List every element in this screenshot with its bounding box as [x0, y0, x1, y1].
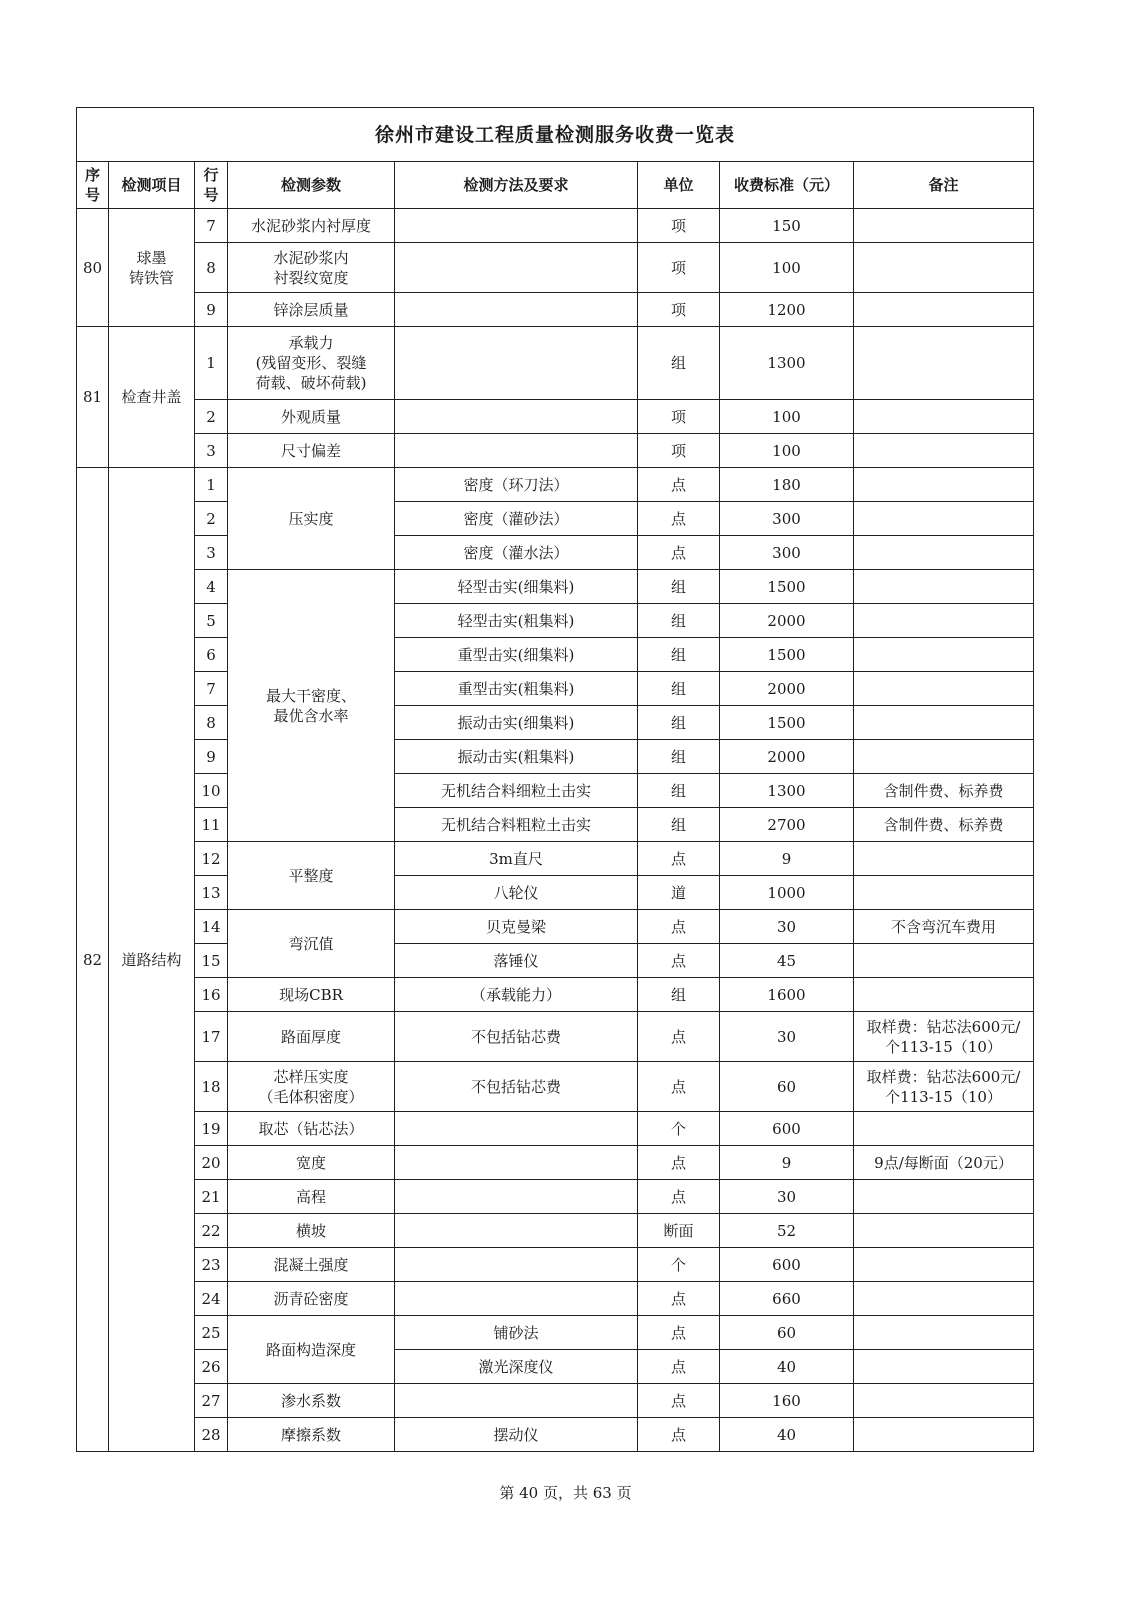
row-fee: 40: [720, 1350, 854, 1384]
row-param: 尺寸偏差: [228, 434, 395, 468]
row-param: 混凝土强度: [228, 1248, 395, 1282]
row-param: 锌涂层质量: [228, 293, 395, 327]
group-seq: 80: [77, 209, 109, 327]
row-note: [854, 706, 1034, 740]
row-fee: 30: [720, 1180, 854, 1214]
row-method: [395, 1112, 638, 1146]
row-fee: 1500: [720, 570, 854, 604]
header-seq: 序 号: [77, 162, 109, 209]
row-note: [854, 209, 1034, 243]
row-method: [395, 400, 638, 434]
table-row: [77, 536, 1034, 570]
header-item: 检测项目: [109, 162, 195, 209]
row-note: [854, 944, 1034, 978]
row-line: 21: [195, 1180, 228, 1214]
table-row: [77, 808, 1034, 842]
row-param: 承载力 (残留变形、裂缝 荷载、破坏荷载): [228, 327, 395, 400]
row-fee: 300: [720, 536, 854, 570]
table-row: [77, 400, 1034, 434]
row-line: 5: [195, 604, 228, 638]
fee-table-frame: [76, 107, 1033, 1452]
row-fee: 660: [720, 1282, 854, 1316]
row-method: [395, 209, 638, 243]
row-fee: 1300: [720, 327, 854, 400]
row-fee: 52: [720, 1214, 854, 1248]
row-unit: 项: [638, 243, 720, 293]
table-row: [77, 1282, 1034, 1316]
row-line: 2: [195, 400, 228, 434]
row-line: 28: [195, 1418, 228, 1452]
row-unit: 项: [638, 434, 720, 468]
row-method: [395, 293, 638, 327]
row-note: [854, 1316, 1034, 1350]
row-method: 贝克曼梁: [395, 910, 638, 944]
row-fee: 100: [720, 434, 854, 468]
row-param: 高程: [228, 1180, 395, 1214]
row-fee: 1300: [720, 774, 854, 808]
row-fee: 1200: [720, 293, 854, 327]
table-row: [77, 978, 1034, 1012]
row-method: 八轮仪: [395, 876, 638, 910]
group-item: 检查井盖: [109, 327, 195, 468]
row-param: 压实度: [228, 468, 395, 570]
group-seq: 82: [77, 468, 109, 1452]
row-line: 17: [195, 1012, 228, 1062]
table-row: [77, 774, 1034, 808]
row-line: 26: [195, 1350, 228, 1384]
row-unit: 点: [638, 910, 720, 944]
row-param: 水泥砂浆内衬厚度: [228, 209, 395, 243]
table-row: [77, 842, 1034, 876]
row-fee: 60: [720, 1316, 854, 1350]
row-unit: 点: [638, 1316, 720, 1350]
row-method: [395, 1282, 638, 1316]
row-note: [854, 1282, 1034, 1316]
row-unit: 组: [638, 706, 720, 740]
row-note: [854, 1214, 1034, 1248]
row-line: 1: [195, 468, 228, 502]
row-method: 不包括钻芯费: [395, 1062, 638, 1112]
row-param: 路面厚度: [228, 1012, 395, 1062]
row-unit: 点: [638, 1146, 720, 1180]
row-param: 取芯（钻芯法）: [228, 1112, 395, 1146]
row-fee: 600: [720, 1112, 854, 1146]
table-row: [77, 1248, 1034, 1282]
row-fee: 2700: [720, 808, 854, 842]
row-note: [854, 740, 1034, 774]
row-note: [854, 842, 1034, 876]
row-method: （承载能力）: [395, 978, 638, 1012]
row-fee: 2000: [720, 740, 854, 774]
row-param: 最大干密度、 最优含水率: [228, 570, 395, 842]
row-method: [395, 243, 638, 293]
row-unit: 个: [638, 1112, 720, 1146]
row-line: 22: [195, 1214, 228, 1248]
row-fee: 1000: [720, 876, 854, 910]
row-unit: 组: [638, 604, 720, 638]
row-note: [854, 243, 1034, 293]
row-fee: 2000: [720, 672, 854, 706]
row-fee: 300: [720, 502, 854, 536]
row-note: 含制件费、标养费: [854, 774, 1034, 808]
row-param: 芯样压实度 （毛体积密度）: [228, 1062, 395, 1112]
row-method: [395, 1248, 638, 1282]
row-method: 无机结合料细粒土击实: [395, 774, 638, 808]
row-line: 2: [195, 502, 228, 536]
row-unit: 组: [638, 774, 720, 808]
fee-table: [76, 107, 1034, 1452]
row-unit: 断面: [638, 1214, 720, 1248]
row-unit: 点: [638, 1012, 720, 1062]
row-method: 密度（环刀法）: [395, 468, 638, 502]
row-line: 8: [195, 243, 228, 293]
row-param: 弯沉值: [228, 910, 395, 978]
table-row: [77, 1012, 1034, 1062]
row-line: 19: [195, 1112, 228, 1146]
row-fee: 1500: [720, 706, 854, 740]
header-note: 备注: [854, 162, 1034, 209]
table-row: [77, 944, 1034, 978]
row-method: [395, 1146, 638, 1180]
row-unit: 点: [638, 1384, 720, 1418]
row-unit: 点: [638, 1282, 720, 1316]
table-row: [77, 876, 1034, 910]
row-method: 不包括钻芯费: [395, 1012, 638, 1062]
group-item: 道路结构: [109, 468, 195, 1452]
row-method: [395, 434, 638, 468]
row-method: 铺砂法: [395, 1316, 638, 1350]
row-line: 12: [195, 842, 228, 876]
row-line: 27: [195, 1384, 228, 1418]
row-note: [854, 1418, 1034, 1452]
group-seq: 81: [77, 327, 109, 468]
row-line: 13: [195, 876, 228, 910]
row-param: 沥青砼密度: [228, 1282, 395, 1316]
header-fee: 收费标准（元）: [720, 162, 854, 209]
table-row: [77, 910, 1034, 944]
row-note: [854, 327, 1034, 400]
row-fee: 1500: [720, 638, 854, 672]
row-note: [854, 468, 1034, 502]
row-note: [854, 1384, 1034, 1418]
table-row: [77, 740, 1034, 774]
row-line: 6: [195, 638, 228, 672]
table-row: [77, 243, 1034, 293]
row-method: 重型击实(粗集料): [395, 672, 638, 706]
row-note: [854, 1112, 1034, 1146]
row-unit: 组: [638, 327, 720, 400]
row-note: 9点/每断面（20元）: [854, 1146, 1034, 1180]
row-line: 9: [195, 293, 228, 327]
row-line: 3: [195, 434, 228, 468]
row-fee: 1600: [720, 978, 854, 1012]
row-fee: 60: [720, 1062, 854, 1112]
row-unit: 点: [638, 502, 720, 536]
header-method: 检测方法及要求: [395, 162, 638, 209]
table-row: [77, 293, 1034, 327]
row-fee: 9: [720, 1146, 854, 1180]
row-param: 宽度: [228, 1146, 395, 1180]
row-note: [854, 434, 1034, 468]
row-line: 14: [195, 910, 228, 944]
row-note: [854, 604, 1034, 638]
row-method: [395, 1214, 638, 1248]
table-row: [77, 1214, 1034, 1248]
row-note: [854, 1248, 1034, 1282]
table-row: [77, 638, 1034, 672]
row-method: 密度（灌水法）: [395, 536, 638, 570]
row-method: 3m直尺: [395, 842, 638, 876]
row-unit: 组: [638, 740, 720, 774]
row-param: 摩擦系数: [228, 1418, 395, 1452]
table-row: [77, 1418, 1034, 1452]
row-method: 振动击实(细集料): [395, 706, 638, 740]
table-row: [77, 604, 1034, 638]
row-unit: 组: [638, 672, 720, 706]
row-fee: 100: [720, 400, 854, 434]
table-row: [77, 434, 1034, 468]
row-line: 1: [195, 327, 228, 400]
row-param: 现场CBR: [228, 978, 395, 1012]
row-param: 路面构造深度: [228, 1316, 395, 1384]
row-method: [395, 1180, 638, 1214]
page-footer: 第 40 页，共 63 页: [499, 1484, 632, 1502]
row-fee: 600: [720, 1248, 854, 1282]
row-fee: 40: [720, 1418, 854, 1452]
row-fee: 160: [720, 1384, 854, 1418]
row-param: 渗水系数: [228, 1384, 395, 1418]
row-param: 横坡: [228, 1214, 395, 1248]
row-line: 10: [195, 774, 228, 808]
row-fee: 150: [720, 209, 854, 243]
row-line: 20: [195, 1146, 228, 1180]
table-row: [77, 706, 1034, 740]
row-method: 摆动仪: [395, 1418, 638, 1452]
row-fee: 180: [720, 468, 854, 502]
row-unit: 组: [638, 978, 720, 1012]
row-line: 18: [195, 1062, 228, 1112]
row-unit: 点: [638, 468, 720, 502]
row-unit: 点: [638, 1418, 720, 1452]
row-note: [854, 536, 1034, 570]
row-unit: 项: [638, 293, 720, 327]
table-row: [77, 502, 1034, 536]
row-fee: 2000: [720, 604, 854, 638]
row-line: 24: [195, 1282, 228, 1316]
row-unit: 项: [638, 400, 720, 434]
table-row: [77, 1350, 1034, 1384]
row-fee: 45: [720, 944, 854, 978]
row-method: 落锤仪: [395, 944, 638, 978]
row-unit: 点: [638, 536, 720, 570]
table-row: [77, 672, 1034, 706]
row-note: 取样费：钻芯法600元/ 个113-15（10）: [854, 1062, 1034, 1112]
row-fee: 100: [720, 243, 854, 293]
row-line: 15: [195, 944, 228, 978]
row-note: [854, 1180, 1034, 1214]
row-unit: 点: [638, 1350, 720, 1384]
row-method: [395, 1384, 638, 1418]
table-row: [77, 570, 1034, 604]
row-note: 含制件费、标养费: [854, 808, 1034, 842]
table-row: [77, 1146, 1034, 1180]
row-line: 25: [195, 1316, 228, 1350]
row-line: 16: [195, 978, 228, 1012]
row-fee: 9: [720, 842, 854, 876]
row-line: 7: [195, 209, 228, 243]
row-line: 9: [195, 740, 228, 774]
table-row: [77, 1112, 1034, 1146]
row-unit: 个: [638, 1248, 720, 1282]
row-line: 3: [195, 536, 228, 570]
row-unit: 点: [638, 842, 720, 876]
row-note: 取样费：钻芯法600元/ 个113-15（10）: [854, 1012, 1034, 1062]
row-line: 4: [195, 570, 228, 604]
row-line: 8: [195, 706, 228, 740]
row-unit: 组: [638, 638, 720, 672]
table-row: [77, 327, 1034, 400]
row-note: 不含弯沉车费用: [854, 910, 1034, 944]
row-method: 激光深度仪: [395, 1350, 638, 1384]
row-note: [854, 638, 1034, 672]
row-param: 水泥砂浆内 衬裂纹宽度: [228, 243, 395, 293]
row-param: 平整度: [228, 842, 395, 910]
table-row: [77, 1180, 1034, 1214]
row-method: 无机结合料粗粒土击实: [395, 808, 638, 842]
row-unit: 点: [638, 1180, 720, 1214]
row-note: [854, 400, 1034, 434]
group-item: 球墨 铸铁管: [109, 209, 195, 327]
header-line: 行 号: [195, 162, 228, 209]
row-note: [854, 502, 1034, 536]
row-line: 23: [195, 1248, 228, 1282]
header-unit: 单位: [638, 162, 720, 209]
row-note: [854, 978, 1034, 1012]
row-unit: 点: [638, 944, 720, 978]
row-param: 外观质量: [228, 400, 395, 434]
header-param: 检测参数: [228, 162, 395, 209]
row-note: [854, 1350, 1034, 1384]
row-note: [854, 293, 1034, 327]
row-method: 轻型击实(细集料): [395, 570, 638, 604]
row-note: [854, 672, 1034, 706]
row-method: 轻型击实(粗集料): [395, 604, 638, 638]
row-unit: 点: [638, 1062, 720, 1112]
row-unit: 组: [638, 808, 720, 842]
row-method: 密度（灌砂法）: [395, 502, 638, 536]
row-unit: 项: [638, 209, 720, 243]
table-row: [77, 209, 1034, 243]
header-row: [77, 162, 1034, 209]
table-row: [77, 1384, 1034, 1418]
row-note: [854, 876, 1034, 910]
row-fee: 30: [720, 1012, 854, 1062]
row-line: 11: [195, 808, 228, 842]
table-row: [77, 468, 1034, 502]
row-note: [854, 570, 1034, 604]
row-method: 振动击实(粗集料): [395, 740, 638, 774]
row-line: 7: [195, 672, 228, 706]
row-unit: 组: [638, 570, 720, 604]
row-unit: 道: [638, 876, 720, 910]
table-row: [77, 1062, 1034, 1112]
table-title: 徐州市建设工程质量检测服务收费一览表: [77, 108, 1034, 162]
row-fee: 30: [720, 910, 854, 944]
row-method: [395, 327, 638, 400]
table-row: [77, 1316, 1034, 1350]
row-method: 重型击实(细集料): [395, 638, 638, 672]
